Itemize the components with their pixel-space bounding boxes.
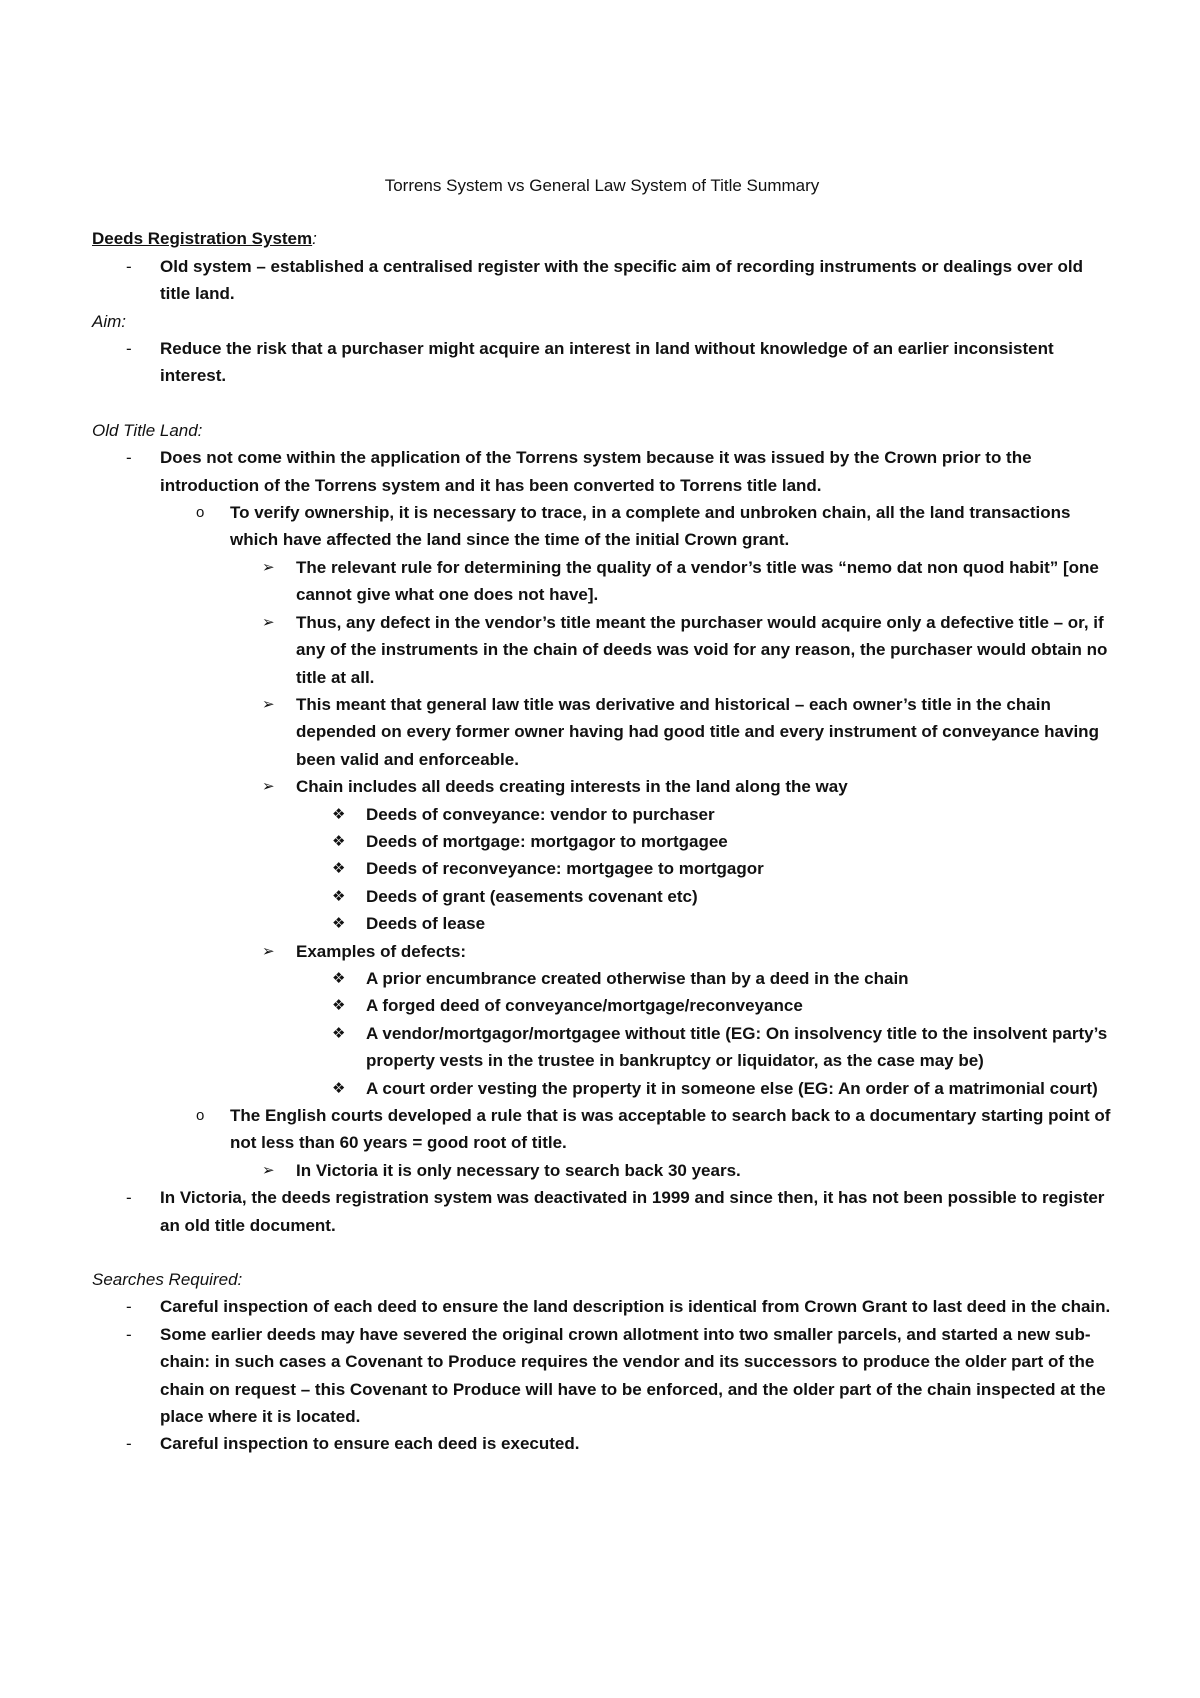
list-item xyxy=(92,992,1112,1019)
list-item-text: Deeds of conveyance: vendor to purchaser xyxy=(366,804,715,824)
diamond-bullet-icon: ❖ xyxy=(332,1024,346,1042)
dash-bullet-icon: - xyxy=(126,1324,132,1344)
arrow-bullet-icon: ➢ xyxy=(262,778,275,796)
list-item-text: Some earlier deeds may have severed the original crown allotment into two smaller parcels, and started a new sub-chain: in such cases a Covenant to Produce requires the vendor and its successors to produce the older part of the chain on request – this Covenant to Produce will have to be enforced, and the older part of the chain inspected at the place where it is located. xyxy=(160,1324,1106,1427)
list-item xyxy=(92,609,1112,691)
list-item-text: Deeds of grant (easements covenant etc) xyxy=(366,886,698,906)
deeds-heading-text: Deeds Registration System xyxy=(92,229,313,249)
circle-bullet-icon: o xyxy=(196,1107,205,1124)
spacer xyxy=(92,1239,1112,1266)
deeds-heading-colon: : xyxy=(312,229,317,249)
section-heading-searches: Searches Required: xyxy=(92,1270,243,1290)
list-item-text: Reduce the risk that a purchaser might acquire an interest in land without knowledge of an earlier inconsistent interest. xyxy=(160,339,1054,386)
diamond-bullet-icon: ❖ xyxy=(332,1079,346,1097)
list-item-text: Chain includes all deeds creating interests in the land along the way xyxy=(296,777,848,797)
dash-bullet-icon: - xyxy=(126,1434,132,1454)
arrow-bullet-icon: ➢ xyxy=(262,942,275,960)
list-item xyxy=(92,691,1112,773)
list-item-text: Careful inspection of each deed to ensure the land description is identical from Crown Grant to last deed in the chain. xyxy=(160,1297,1111,1317)
arrow-bullet-icon: ➢ xyxy=(262,613,275,631)
list-item xyxy=(92,828,1112,855)
list-item xyxy=(92,1184,1112,1239)
list-item-text: Examples of defects: xyxy=(296,941,467,961)
dash-bullet-icon: - xyxy=(126,1297,132,1317)
section-heading-aim: Aim: xyxy=(92,311,126,331)
list-item-text: A forged deed of conveyance/mortgage/reconveyance xyxy=(366,996,803,1016)
list-item xyxy=(92,855,1112,882)
dash-bullet-icon: - xyxy=(126,256,132,276)
list-item-text: Deeds of mortgage: mortgagor to mortgagee xyxy=(366,831,728,851)
dash-bullet-icon: - xyxy=(126,1188,132,1208)
list-item-text: A vendor/mortgagor/mortgagee without title (EG: On insolvency title to the insolvent party’s property vests in the trustee in bankruptcy or liquidator, as the case may be) xyxy=(366,1023,1108,1071)
arrow-bullet-icon: ➢ xyxy=(262,695,275,713)
diamond-bullet-icon: ❖ xyxy=(332,832,346,850)
list-item-text: Does not come within the application of the Torrens system because it was issued by the Crown prior to the introduction of the Torrens system and it has been converted to Torrens title land. xyxy=(160,448,1032,495)
dash-bullet-icon: - xyxy=(126,339,132,359)
arrow-bullet-icon: ➢ xyxy=(262,558,275,576)
list-item xyxy=(92,801,1112,828)
section-heading-deeds xyxy=(92,225,1112,252)
list-item xyxy=(92,965,1112,992)
document-title: Torrens System vs General Law System of Title Summary xyxy=(384,176,820,195)
list-item xyxy=(92,773,1112,800)
list-item-text: In Victoria, the deeds registration system was deactivated in 1999 and since then, it has not been possible to register an old title document. xyxy=(160,1188,1105,1235)
diamond-bullet-icon: ❖ xyxy=(332,969,346,987)
diamond-bullet-icon: ❖ xyxy=(332,915,346,933)
list-item xyxy=(92,1321,1112,1431)
list-item-text: The relevant rule for determining the quality of a vendor’s title was “nemo dat non quod habit” [one cannot give what one does not have]. xyxy=(296,557,1099,605)
list-item xyxy=(92,499,1112,554)
spacer xyxy=(92,390,1112,417)
list-item-text: In Victoria it is only necessary to search back 30 years. xyxy=(296,1160,741,1180)
diamond-bullet-icon: ❖ xyxy=(332,805,346,823)
list-item xyxy=(92,554,1112,609)
list-item xyxy=(92,1157,1112,1184)
list-item xyxy=(92,1075,1112,1102)
list-item-text: A court order vesting the property it in someone else (EG: An order of a matrimonial court) xyxy=(366,1078,1098,1098)
list-item-text: Careful inspection to ensure each deed is executed. xyxy=(160,1434,580,1454)
list-item xyxy=(92,883,1112,910)
arrow-bullet-icon: ➢ xyxy=(262,1161,275,1179)
list-item-text: To verify ownership, it is necessary to trace, in a complete and unbroken chain, all the land transactions which have affected the land since the time of the initial Crown grant. xyxy=(230,503,1071,550)
list-item xyxy=(92,910,1112,937)
dash-bullet-icon: - xyxy=(126,448,132,468)
list-item xyxy=(92,1020,1112,1075)
list-item-text: The English courts developed a rule that is was acceptable to search back to a documentary starting point of not less than 60 years = good root of title. xyxy=(230,1106,1111,1153)
diamond-bullet-icon: ❖ xyxy=(332,887,346,905)
list-item-text: This meant that general law title was derivative and historical – each owner’s title in the chain depended on every former owner having had good title and every instrument of conveyance having been valid and enforceable. xyxy=(296,694,1099,769)
circle-bullet-icon: o xyxy=(196,504,205,522)
list-item xyxy=(92,1102,1112,1157)
section-heading-old-title: Old Title Land: xyxy=(92,420,203,440)
list-item xyxy=(92,444,1112,499)
list-item xyxy=(92,938,1112,965)
list-item xyxy=(92,335,1112,390)
list-item-text: Deeds of lease xyxy=(366,914,486,934)
list-item xyxy=(92,253,1112,308)
list-item xyxy=(92,1293,1112,1320)
diamond-bullet-icon: ❖ xyxy=(332,860,346,878)
list-item-text: Deeds of reconveyance: mortgagee to mortgagor xyxy=(366,859,764,879)
list-item-text: Thus, any defect in the vendor’s title meant the purchaser would acquire only a defective title – or, if any of the instruments in the chain of deeds was void for any reason, the purchaser would obtain no title at all. xyxy=(296,612,1108,687)
diamond-bullet-icon: ❖ xyxy=(332,997,346,1015)
list-item-text: A prior encumbrance created otherwise than by a deed in the chain xyxy=(366,968,909,988)
list-item xyxy=(92,1430,1112,1457)
list-item-text: Old system – established a centralised register with the specific aim of recording instruments or dealings over old title land. xyxy=(160,256,1083,304)
